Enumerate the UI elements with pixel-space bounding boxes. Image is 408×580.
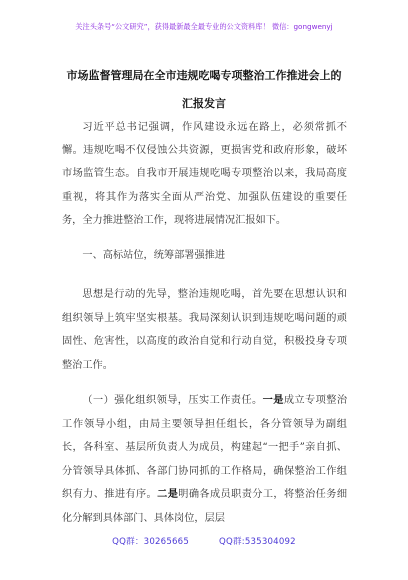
document-title	[30, 62, 378, 118]
title-line-1: 市场监督管理局在全市违规吃喝专项整治工作推进会上的	[66, 69, 342, 82]
banner-notice: 关注头条号“公文研究”，获得最新最全最专业的公文资料库！ 微信：gongwenyj	[75, 22, 333, 31]
subsection-paragraph-1	[62, 389, 347, 530]
point-marker-1: 一是	[262, 394, 284, 407]
section-heading-1: 一、高标站位，统筹部署强推进	[82, 250, 226, 262]
intro-paragraph: 习近平总书记强调，作风建设永远在路上，必须常抓不懈。违规吃喝不仅侵蚀公共资源，更损害党和政府形象，破坏市场监管生态。自我市开展违规吃喝专项整治以来，我局高度重视，将其作为落实全面从严治党、加强队伍建设的重要任务，全力推进整治工作，现将进展情况汇报如下。	[62, 122, 347, 226]
point-text-2: 明确各成员职责分工，将整治任务细化分解到具体部门、具体岗位，层层	[62, 489, 348, 524]
top-banner	[0, 0, 408, 36]
title-line-2: 汇报发言	[182, 97, 226, 110]
document-body	[62, 116, 347, 530]
footer-qq-group-1: QQ群：30265665	[112, 537, 190, 547]
page-footer	[0, 535, 408, 547]
subsection-label: （一）强化组织领导，压实工作责任。	[82, 395, 263, 407]
section-paragraph-1: 思想是行动的先导，整治违规吃喝，首先要在思想认识和组织领导上筑牢坚实根基。我局深刻认识到违规吃喝问题的顽固性、危害性，以高度的政治自觉和行动自觉，积极投身专项整治工作。	[62, 289, 347, 371]
footer-qq-group-2: QQ群:535304092	[219, 537, 296, 547]
point-marker-2: 二是	[157, 488, 179, 501]
point-text-1: 成立专项整治工作领导小组，由局主要领导担任组长，各分管领导为副组长，各科室、基层所负责人为成员，构建起“一把手”亲自抓、分管领导具体抓、各部门协同抓的工作格局，确保整治工作组织有力、推进有序。	[62, 395, 348, 501]
